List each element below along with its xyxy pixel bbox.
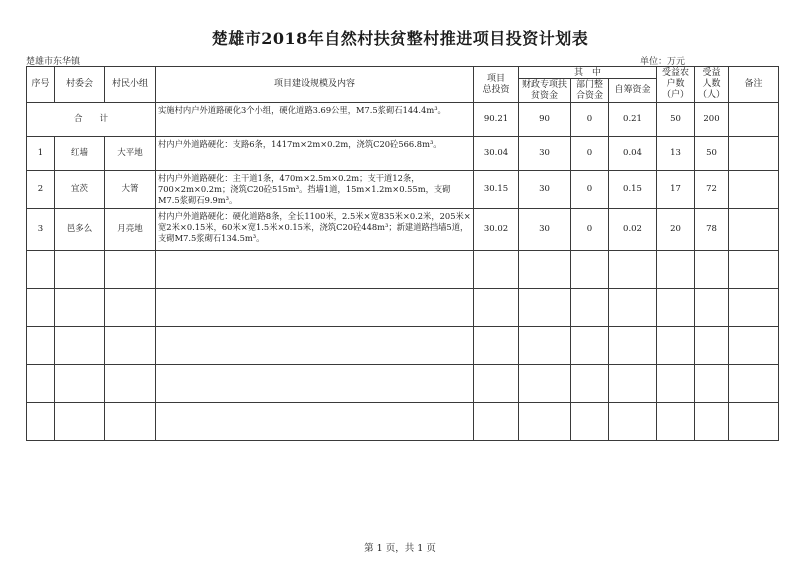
header-households: 受益农 户数 （户）	[657, 67, 695, 103]
header-content: 项目建设规模及内容	[156, 67, 474, 103]
row-committee: 宜茨	[55, 171, 105, 209]
empty-row	[27, 289, 779, 327]
row-group: 大平地	[105, 137, 156, 171]
row-committee: 红墙	[55, 137, 105, 171]
summary-total: 90.21	[474, 103, 519, 137]
summary-self: 0.21	[609, 103, 657, 137]
row-dept: 0	[571, 171, 609, 209]
row-fiscal: 30	[519, 137, 571, 171]
row-dept: 0	[571, 209, 609, 251]
row-remarks	[729, 171, 779, 209]
row-people: 72	[695, 171, 729, 209]
row-households: 13	[657, 137, 695, 171]
header-dept: 部门整 合资金	[571, 79, 609, 103]
table-row	[27, 137, 779, 171]
row-fiscal: 30	[519, 171, 571, 209]
investment-table	[26, 66, 779, 441]
summary-people: 200	[695, 103, 729, 137]
page-footer: 第 1 页，共 1 页	[364, 543, 436, 554]
row-households: 20	[657, 209, 695, 251]
town-label: 楚雄市东华镇	[26, 57, 81, 67]
row-self: 0.04	[609, 137, 657, 171]
summary-households: 50	[657, 103, 695, 137]
unit-label: 单位：万元	[640, 57, 686, 67]
summary-fiscal: 90	[519, 103, 571, 137]
row-remarks	[729, 137, 779, 171]
table-row	[27, 171, 779, 209]
row-total: 30.15	[474, 171, 519, 209]
row-self: 0.15	[609, 171, 657, 209]
summary-remarks	[729, 103, 779, 137]
row-dept: 0	[571, 137, 609, 171]
row-committee: 邑多么	[55, 209, 105, 251]
row-households: 17	[657, 171, 695, 209]
row-group: 大箐	[105, 171, 156, 209]
document-title: 楚雄市2018年自然村扶贫整村推进项目投资计划表	[211, 29, 589, 48]
header-fiscal: 财政专项扶 贫资金	[519, 79, 571, 103]
header-seq: 序号	[27, 67, 55, 103]
row-remarks	[729, 209, 779, 251]
row-content: 村内户外道路硬化：支路6条，1417m×2m×0.2m，浇筑C20砼566.8m³。	[156, 137, 474, 171]
header-among: 其 中	[519, 67, 657, 79]
summary-label: 合 计	[27, 103, 156, 137]
row-self: 0.02	[609, 209, 657, 251]
header-village-committee: 村委会	[55, 67, 105, 103]
header-group: 村民小组	[105, 67, 156, 103]
empty-row	[27, 327, 779, 365]
header-self: 自筹资金	[609, 79, 657, 103]
row-total: 30.02	[474, 209, 519, 251]
empty-row	[27, 403, 779, 441]
row-seq: 2	[27, 171, 55, 209]
empty-row	[27, 251, 779, 289]
row-total: 30.04	[474, 137, 519, 171]
header-remarks: 备注	[729, 67, 779, 103]
row-content: 村内户外道路硬化：主干道1条，470m×2.5m×0.2m；支干道12条，700×2m×0.2m；浇筑C20砼515m³。挡墙1道，15m×1.2m×0.55m，支砌M7.5浆砌石9.9m³。	[156, 171, 474, 209]
row-fiscal: 30	[519, 209, 571, 251]
summary-dept: 0	[571, 103, 609, 137]
header-total: 项目 总投资	[474, 67, 519, 103]
row-people: 50	[695, 137, 729, 171]
row-group: 月亮地	[105, 209, 156, 251]
row-people: 78	[695, 209, 729, 251]
row-content: 村内户外道路硬化：硬化道路8条，全长1100米，2.5米×宽835米×0.2米，205米×宽2米×0.15米，60米×宽1.5米×0.15米，浇筑C20砼448m³；新建道路挡墙5道，支砌M7.5浆砌石134.5m³。	[156, 209, 474, 251]
summary-row	[27, 103, 779, 137]
summary-content: 实施村内户外道路硬化3个小组，硬化道路3.69公里，M7.5浆砌石144.4m³。	[156, 103, 474, 137]
table-row	[27, 209, 779, 251]
empty-row	[27, 365, 779, 403]
header-people: 受益 人数 （人）	[695, 67, 729, 103]
row-seq: 3	[27, 209, 55, 251]
row-seq: 1	[27, 137, 55, 171]
